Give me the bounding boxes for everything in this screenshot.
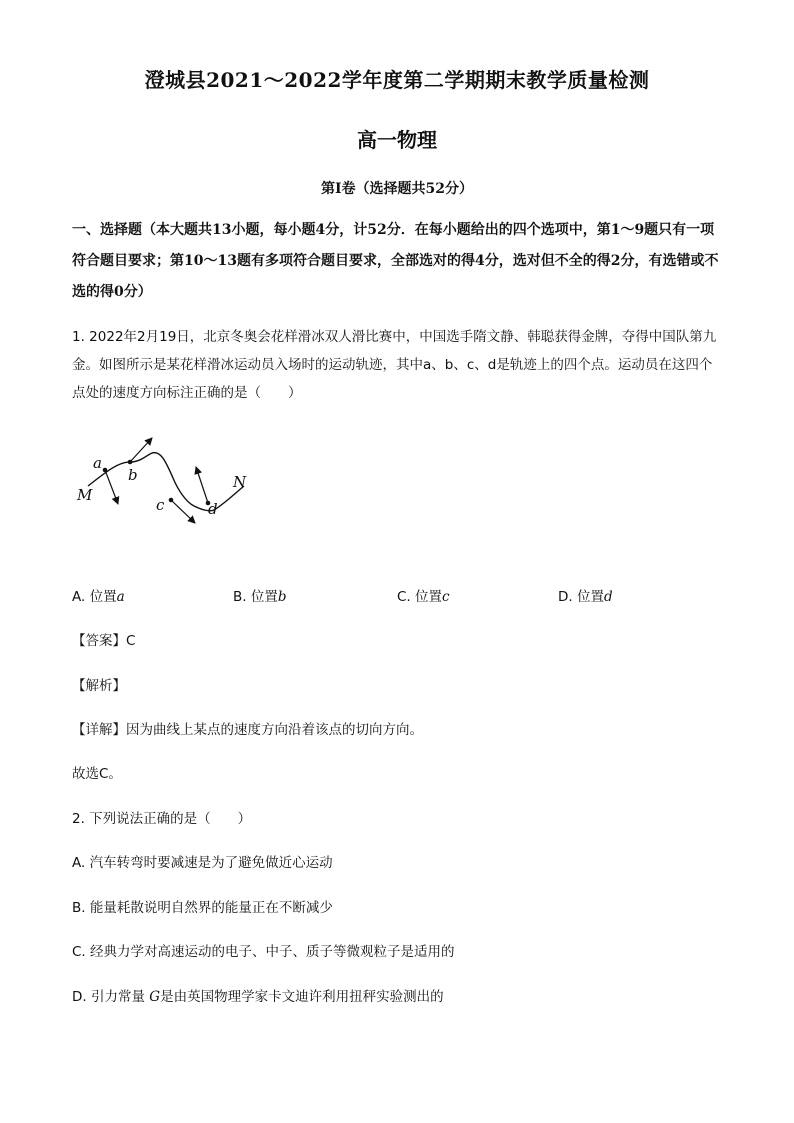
arrow-c [171,500,195,523]
q1-option-d: D. 位置d [558,589,613,605]
label-M: M [77,486,93,504]
q1-option-c: C. 位置c [397,589,450,605]
q1-analysis-tag: 【解析】 [72,678,126,694]
section-title: 第I卷（选择题共52分） [320,181,474,197]
q1-conclusion: 故选C。 [72,766,122,782]
label-c: c [156,496,165,514]
arrow-b [130,438,152,462]
q1-option-b: B. 位置b [233,589,287,605]
label-N: N [233,473,247,491]
label-b: b [128,466,138,484]
subject-title: 高一物理 [357,128,437,152]
q2-option-b: B. 能量耗散说明自然界的能量正在不断减少 [72,900,333,916]
label-d: d [208,500,218,518]
trajectory-figure [68,400,268,540]
question-2-stem: 2. 下列说法正确的是（ ） [72,811,252,827]
question-1-stem: 1. 2022年2月19日，北京冬奥会花样滑冰双人滑比赛中，中国选手隋文静、韩聪获得金牌，夺得中国队第九金。如图所示是某花样滑冰运动员入场时的运动轨迹，其中a、b、c、d是轨迹上的四个点。运动员在这四个点处的速度方向标注正确的是（ ） [72,329,717,401]
q1-detail: 【详解】因为曲线上某点的速度方向沿着该点的切向方向。 [72,722,423,738]
exam-title: 澄城县2021～2022学年度第二学期期末教学质量检测 [144,68,650,92]
q1-answer: 【答案】C [72,633,136,649]
q2-option-d: D. 引力常量 G是由英国物理学家卡文迪许利用扭秤实验测出的 [72,989,444,1005]
q2-option-c: C. 经典力学对高速运动的电子、中子、质子等微观粒子是适用的 [72,944,455,960]
trajectory-curve [88,453,244,511]
arrow-a [105,470,118,504]
section-instructions: 一、选择题（本大题共13小题，每小题4分，计52分．在每小题给出的四个选项中，第1～9题只有一项符合题目要求；第10～13题有多项符合题目要求，全部选对的得4分，选对但不全的得2分，有选错或不选的得0分） [72,222,719,300]
q1-option-a: A. 位置a [72,589,125,605]
label-a: a [93,454,102,472]
arrow-d [196,467,208,503]
q2-option-a: A. 汽车转弯时要减速是为了避免做近心运动 [72,855,333,871]
